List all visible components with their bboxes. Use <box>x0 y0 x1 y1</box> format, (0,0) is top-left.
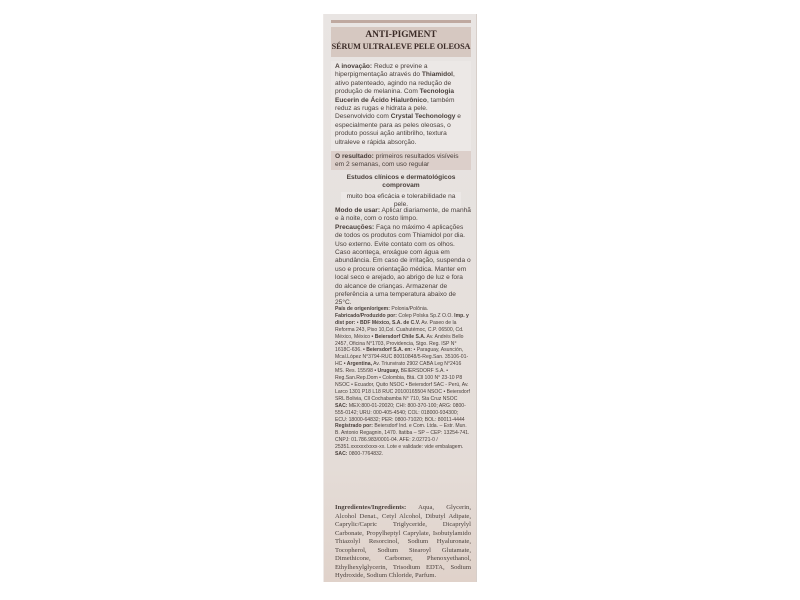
innovation-text-1: Reduz e previne a hiperpigmentação através do <box>335 63 428 79</box>
innovation-bold-3: Crystal Techonology <box>390 113 456 121</box>
ingredients-text: Aqua, Glycerin, Alcohol Denat., Cetyl Alcohol, Dibutyl Adipate, Caprylic/Capric Triglyceride, Dicaprylyl Carbonate, Propylheptyl Caprylate, Isobutylamido Thiazolyl Resorcinol, Sodium Hyaluronate, Tocopherol, Sodium Stearoyl Glutamate, Dimethicone, Carbomer, Phenoxyethanol, Ethylhexylglycerin, Trisodium EDTA, Sodium Hydroxide, Sodium Chloride, Parfum. <box>335 504 471 579</box>
innovation-text-3: , também reduz as rugas e hidrata a pele. Desenvolvido com <box>335 96 455 121</box>
result-section <box>331 151 471 170</box>
ingredients-section <box>335 504 471 581</box>
top-stripe <box>331 20 471 23</box>
studies-section <box>331 174 471 211</box>
innovation-text-4: e especialmente para as peles oleosas, o produto possui ação antibrilho, textura ultraleve e rápida absorção. <box>335 113 461 146</box>
cl-label: • Beiersdorf Chile S.A. <box>371 333 426 340</box>
ar-text: Av. Triunvirato 2902 CABA Leg N°2416 MS. Res. 155/98 <box>335 361 462 375</box>
innovation-label: A inovação: <box>335 63 373 70</box>
result-text: primeiros resultados visíveis em 2 semanas, com uso regular <box>335 153 459 169</box>
precautions-label: Precauções: <box>335 223 375 231</box>
cl-text: Av. Andrés Bello 2457, Oficina N°1703, Providencia, Stgo. Reg. ISP N° 1618C-636. <box>335 333 464 354</box>
mx-text: Av. Paseo de la Reforma 243, Piso 10,Col. Cuahutémoc, C.P. 06500, Cd. México, México <box>335 319 464 340</box>
origin-label: País de origen/origem: <box>335 306 390 312</box>
studies-heading: Estudos clínicos e dermatológicos comprovam <box>346 174 456 190</box>
innovation-bold-2: Tecnologia Eucerin de Ácido Hialurônico <box>335 88 454 104</box>
imp-bullet: • <box>355 319 360 326</box>
sac-text: MEX:800-01-20020; CHI: 800-370-100; ARG: 0800-555-0142; URU: 000-405-4540; COL: 018000-934300; ECU: 18000-64832; PER: 0800-71020; BOL: 80011-4444 <box>335 402 466 423</box>
studies-subtext: muito boa eficácia e tolerabilidade na pele. <box>341 192 461 211</box>
result-label: O resultado: <box>335 153 374 160</box>
reg-label: Registrado por: <box>335 423 373 430</box>
innovation-text-2: , ativo patenteado, agindo na redução de produção de melanina. Com <box>335 71 455 96</box>
innovation-bold-1: Thiamidol <box>421 71 454 79</box>
product-header <box>331 27 471 57</box>
reg-text: Beiersdorf Ind. e Com. Ltda. – Estr. Mun. B. Antonio Regagnin, 1470. Itatiba – SP – CEP: 13254-741. CNPJ: 01.786.983/0001-04. AFE: 2.02721-0 / 25351.xxxxxx/xxxx-xx. Lote e validade: vide embalagem. <box>335 423 470 451</box>
sac2-text: 0800-7764832. <box>347 451 384 458</box>
product-subtitle: SÉRUM ULTRALEVE PELE OLEOSA <box>331 42 471 51</box>
product-box-panel <box>323 14 477 582</box>
made-text: Colep Polska Sp.Z O.O. <box>396 312 455 319</box>
precautions-text: Faça no máximo 4 aplicações de todos os produtos com Thiamidol por dia. Uso externo. Evite contato com os olhos. Caso aconteça, enxágue com água em abundância. Em caso de irritação, suspenda o uso e procure orientação médica. Manter em local seco e arejado, ao abrigo de luz e fora do alcance de crianças. Armazenar de preferência a uma temperatura abaixo de 25°C. <box>335 223 471 307</box>
made-label: Fabricado/Produzido por: <box>335 312 397 319</box>
imp-label: Imp. y dist por: <box>335 312 469 326</box>
product-title: ANTI-PIGMENT <box>365 30 437 40</box>
mx-label: BDF México, S.A. de C.V. <box>360 319 421 326</box>
py-label: • Beiersdorf S.A. en: <box>363 347 413 354</box>
sac-label: SAC: <box>335 402 348 409</box>
sac2-label: SAC: <box>335 451 348 458</box>
ar-label: • Argentina, <box>343 361 372 368</box>
uy-text: BEIERSDORF S.A. • Reg.San.Rep.Dom • Colombia, Btá. Cll 100 N° 23-10 P8 NSOC • Ecuador, Quito NSOC • Beiersdorf SAC - Perú, Av. Larco 1301 P18 L18 RUC 20100165504 NSOC • Beiersdorf SRL Bolivia, Cll Cochabamba N° 710, Sta Cruz NSOC <box>335 368 470 402</box>
legal-section <box>335 306 471 458</box>
uy-label: • Uruguay, <box>374 368 400 375</box>
innovation-section <box>331 61 471 151</box>
py-text: • Paraguay, Asunción, Mcal.López N°3794-RUC 80010848/5-Reg.San. 35106-01-HC <box>335 347 469 368</box>
usage-label: Modo de usar: <box>335 207 381 214</box>
usage-section <box>335 207 471 308</box>
ingredients-label: Ingredientes/Ingredients: <box>335 504 407 511</box>
origin-text: Polonia/Polônia. <box>389 306 429 312</box>
usage-text: Aplicar diariamente, de manhã e à noite, com o rosto limpo. <box>335 207 471 223</box>
